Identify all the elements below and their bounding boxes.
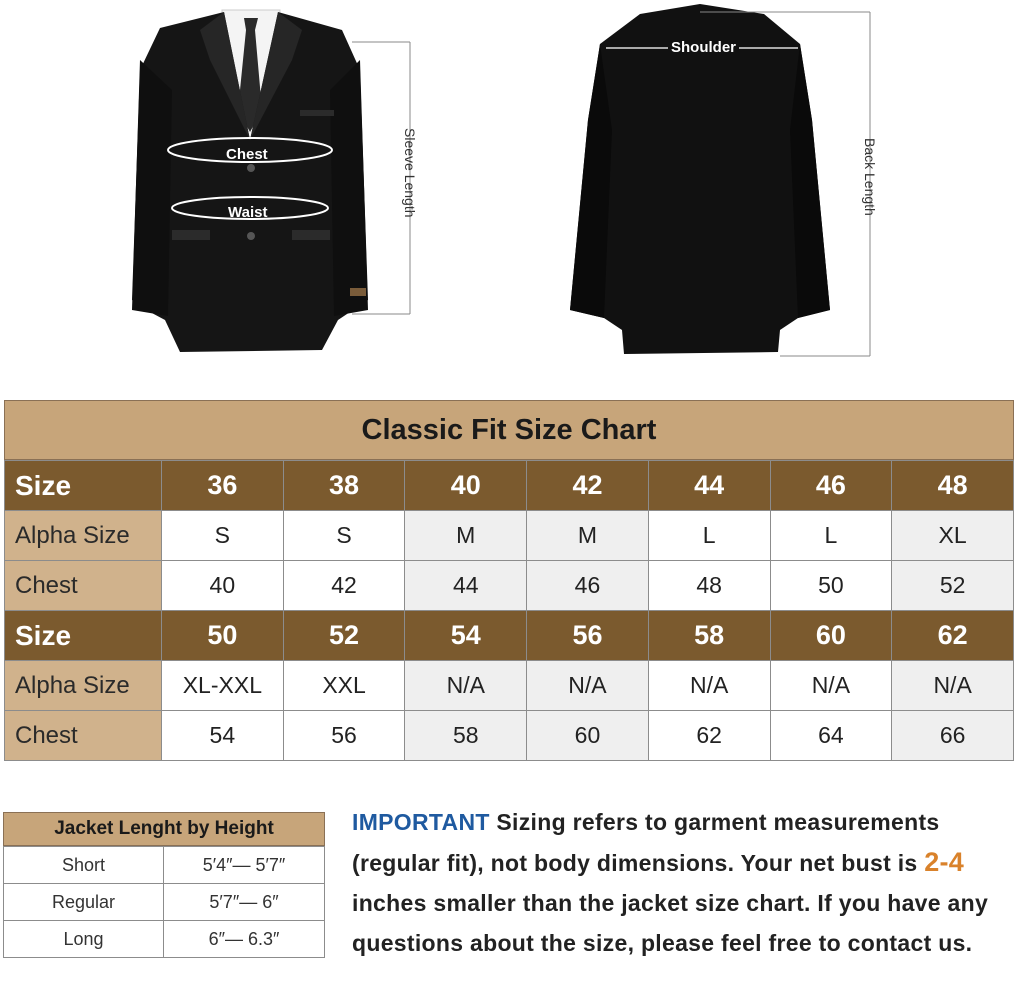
size-cell-chest: 52 <box>892 561 1014 611</box>
length-label: Short <box>4 847 164 884</box>
size-cell-alpha: N/A <box>648 661 770 711</box>
shoulder-label: Shoulder <box>668 39 739 56</box>
length-row <box>4 847 325 884</box>
size-cell-size: 44 <box>648 461 770 511</box>
size-cell-chest: 46 <box>527 561 649 611</box>
size-cell-alpha: N/A <box>770 661 892 711</box>
size-cell-chest: 56 <box>283 711 405 761</box>
length-chart-title: Jacket Lenght by Height <box>3 812 325 846</box>
row-label-size: Size <box>5 611 162 661</box>
note-text-1: Sizing refers to garment measurements (regular fit), not body dimensions. Your net bust is <box>352 809 940 876</box>
row-label-alpha: Alpha Size <box>5 511 162 561</box>
size-cell-size: 36 <box>162 461 284 511</box>
front-jacket <box>132 10 410 352</box>
size-cell-alpha: L <box>770 511 892 561</box>
length-chart-table <box>3 846 325 958</box>
row-label-alpha: Alpha Size <box>5 661 162 711</box>
size-cell-alpha: S <box>162 511 284 561</box>
note-range: 2-4 <box>924 847 965 877</box>
size-cell-size: 46 <box>770 461 892 511</box>
size-cell-alpha: N/A <box>405 661 527 711</box>
size-cell-alpha: M <box>527 511 649 561</box>
row-label-size: Size <box>5 461 162 511</box>
length-label: Long <box>4 921 164 958</box>
sizing-note <box>352 802 1012 963</box>
jacket-illustration <box>0 0 1018 380</box>
note-text-2: inches smaller than the jacket size chart. If you have any questions about the size, please feel free to contact us. <box>352 890 989 956</box>
row-label-chest: Chest <box>5 711 162 761</box>
size-cell-chest: 66 <box>892 711 1014 761</box>
size-cell-chest: 60 <box>527 711 649 761</box>
length-value: 5′7″— 6″ <box>164 884 325 921</box>
size-cell-size: 58 <box>648 611 770 661</box>
size-chart-row-size <box>5 461 1014 511</box>
length-row <box>4 921 325 958</box>
size-cell-chest: 48 <box>648 561 770 611</box>
size-cell-alpha: N/A <box>892 661 1014 711</box>
size-cell-alpha: XL <box>892 511 1014 561</box>
sleeve-length-label: Sleeve Length <box>402 128 418 218</box>
size-cell-size: 42 <box>527 461 649 511</box>
size-cell-size: 40 <box>405 461 527 511</box>
row-label-chest: Chest <box>5 561 162 611</box>
size-chart-title: Classic Fit Size Chart <box>4 400 1014 460</box>
length-label: Regular <box>4 884 164 921</box>
size-cell-chest: 64 <box>770 711 892 761</box>
size-cell-size: 38 <box>283 461 405 511</box>
size-cell-size: 54 <box>405 611 527 661</box>
back-length-label: Back Length <box>862 138 878 216</box>
size-cell-size: 60 <box>770 611 892 661</box>
size-cell-chest: 58 <box>405 711 527 761</box>
size-chart-row-chest <box>5 711 1014 761</box>
size-cell-size: 62 <box>892 611 1014 661</box>
size-cell-alpha: N/A <box>527 661 649 711</box>
chest-label: Chest <box>226 146 268 163</box>
size-chart-row-chest <box>5 561 1014 611</box>
size-cell-size: 48 <box>892 461 1014 511</box>
size-cell-chest: 40 <box>162 561 284 611</box>
important-label: IMPORTANT <box>352 809 490 835</box>
length-value: 6″— 6.3″ <box>164 921 325 958</box>
size-cell-size: 52 <box>283 611 405 661</box>
size-cell-alpha: S <box>283 511 405 561</box>
size-cell-alpha: XXL <box>283 661 405 711</box>
size-cell-chest: 54 <box>162 711 284 761</box>
length-chart <box>3 812 325 958</box>
size-cell-alpha: XL-XXL <box>162 661 284 711</box>
size-cell-alpha: M <box>405 511 527 561</box>
size-chart-table <box>4 460 1014 761</box>
size-cell-alpha: L <box>648 511 770 561</box>
size-chart-row-size <box>5 611 1014 661</box>
size-cell-size: 50 <box>162 611 284 661</box>
length-row <box>4 884 325 921</box>
size-cell-chest: 50 <box>770 561 892 611</box>
size-cell-chest: 62 <box>648 711 770 761</box>
size-chart-row-alpha <box>5 661 1014 711</box>
waist-label: Waist <box>228 204 268 221</box>
size-cell-chest: 44 <box>405 561 527 611</box>
size-chart-row-alpha <box>5 511 1014 561</box>
size-cell-chest: 42 <box>283 561 405 611</box>
size-cell-size: 56 <box>527 611 649 661</box>
size-chart <box>4 400 1014 761</box>
length-value: 5′4″— 5′7″ <box>164 847 325 884</box>
back-jacket <box>570 4 870 356</box>
